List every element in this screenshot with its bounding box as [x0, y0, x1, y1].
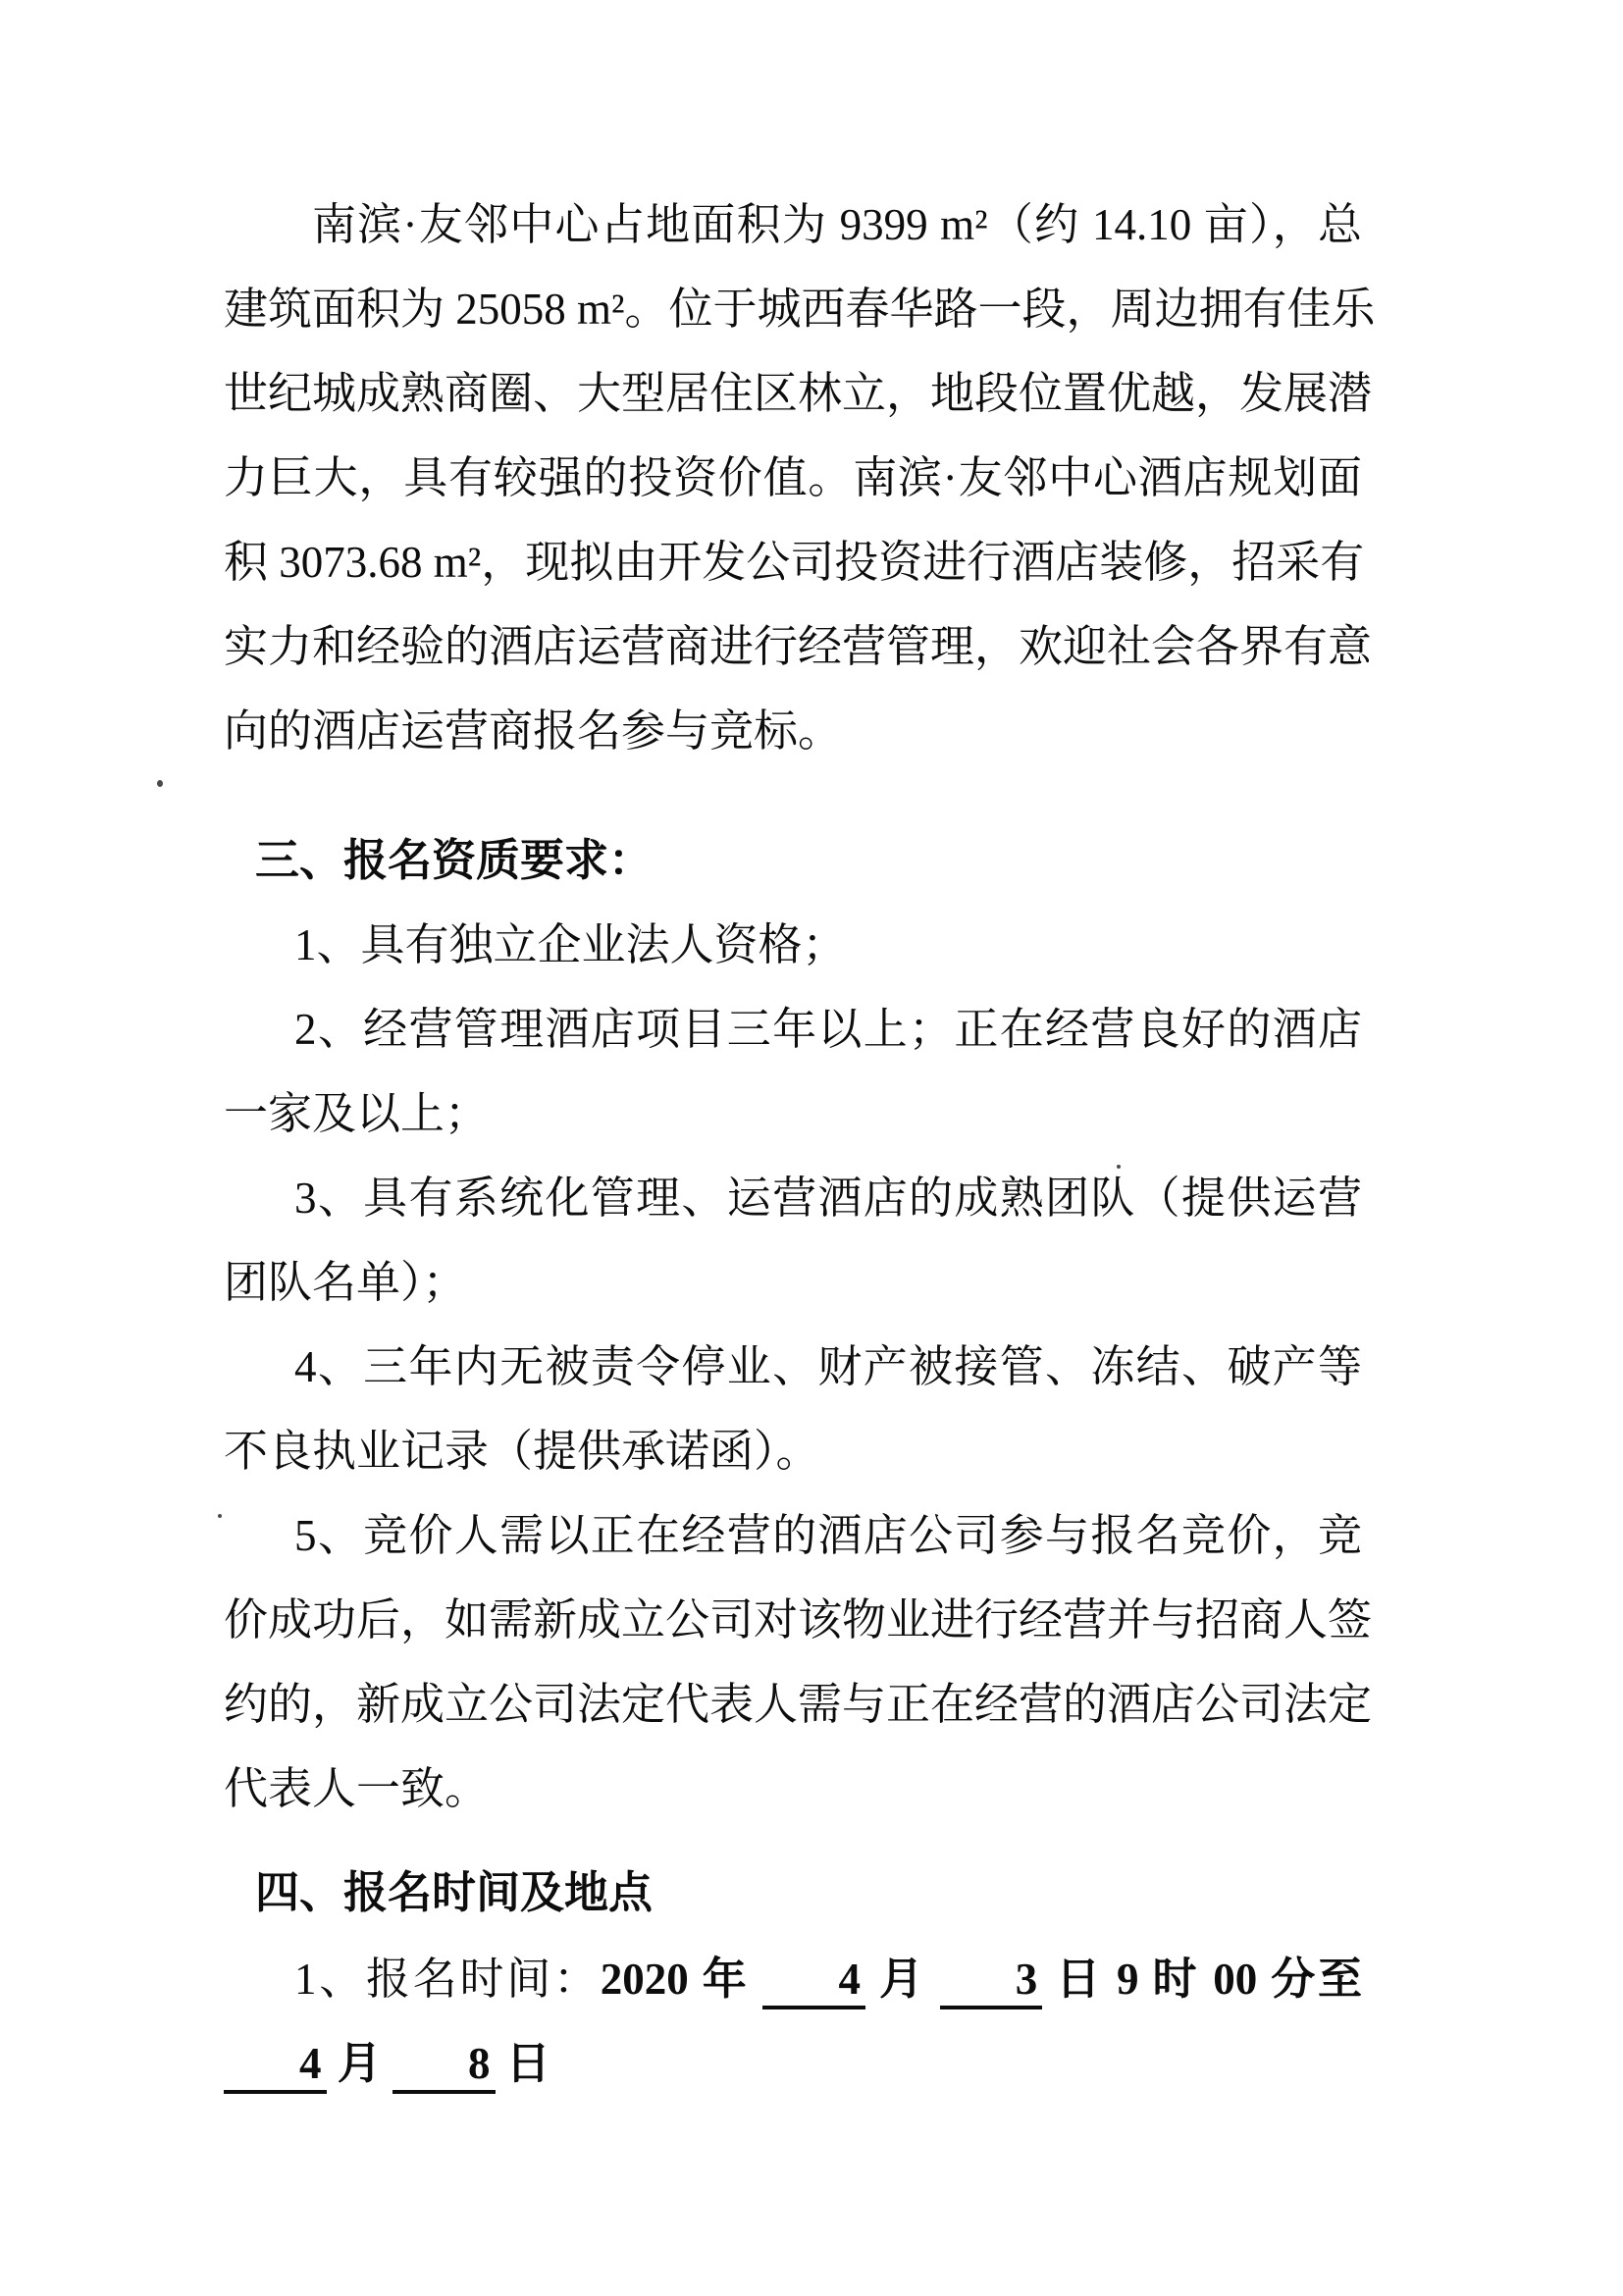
underlined-date-number: 4 [224, 2037, 327, 2094]
date-segment: 日 [495, 2039, 550, 2088]
qualification-item-3-line: 3、具有系统化管理、运营酒店的成熟团队（提供运营 [294, 1174, 1362, 1223]
section-registration [224, 1851, 1362, 2088]
registration-time-line [224, 1937, 1362, 2088]
section3-heading: 三、报名资质要求： [255, 836, 654, 885]
date-segment: 日 9 时 00 分至 [1042, 1955, 1362, 2004]
intro-line: 实力和经验的酒店运营商进行经营管理，欢迎社会各界有意 [224, 622, 1373, 671]
date-segment: 月 [326, 2039, 393, 2088]
registration-time-label: 1、报名时间： [294, 1955, 601, 2004]
qualification-item-1: 1、具有独立企业法人资格； [294, 920, 847, 969]
intro-line: 世纪城成熟商圈、大型居住区林立，地段位置优越，发展潜 [224, 369, 1373, 418]
intro-line: 力巨大，具有较强的投资价值。南滨·友邻中心酒店规划面 [224, 453, 1362, 502]
intro-paragraph [224, 183, 1376, 773]
intro-line: 建筑面积为 25058 m²。位于城西春华路一段，周边拥有佳乐 [224, 285, 1376, 334]
section4-heading: 四、报名时间及地点 [255, 1868, 654, 1917]
scan-speck [218, 1514, 222, 1518]
underlined-date-number: 8 [393, 2037, 496, 2094]
intro-line: 南滨·友邻中心占地面积为 9399 m²（约 14.10 亩），总 [312, 200, 1362, 249]
qualification-item-3-line: 团队名单）； [224, 1258, 467, 1307]
intro-line: 向的酒店运营商报名参与竞标。 [224, 706, 843, 756]
qualification-item-2-line: 一家及以上； [224, 1089, 490, 1138]
underlined-date-number: 4 [762, 1953, 865, 2009]
qualification-item-4-line: 4、三年内无被责令停业、财产被接管、冻结、破产等 [294, 1342, 1362, 1391]
scan-speck [157, 780, 163, 787]
document-content [224, 183, 1376, 2088]
qualification-item-5-line: 5、竞价人需以正在经营的酒店公司参与报名竞价，竞 [294, 1511, 1362, 1560]
underlined-date-number: 3 [940, 1953, 1043, 2009]
date-segment: 2020 年 [600, 1955, 763, 2004]
intro-line: 积 3073.68 m²，现拟由开发公司投资进行酒店装修，招采有 [224, 538, 1365, 587]
section-qualifications [224, 818, 1373, 1831]
qualification-item-4-line: 不良执业记录（提供承诺函）。 [224, 1427, 820, 1476]
qualification-item-5-line: 价成功后，如需新成立公司对该物业进行经营并与招商人签 [224, 1595, 1373, 1644]
qualification-item-5-line: 代表人一致。 [224, 1764, 490, 1813]
qualification-item-5-line: 约的，新成立公司法定代表人需与正在经营的酒店公司法定 [224, 1680, 1373, 1729]
qualification-item-2-line: 2、经营管理酒店项目三年以上；正在经营良好的酒店 [294, 1005, 1362, 1054]
date-segment: 月 [864, 1955, 940, 2004]
